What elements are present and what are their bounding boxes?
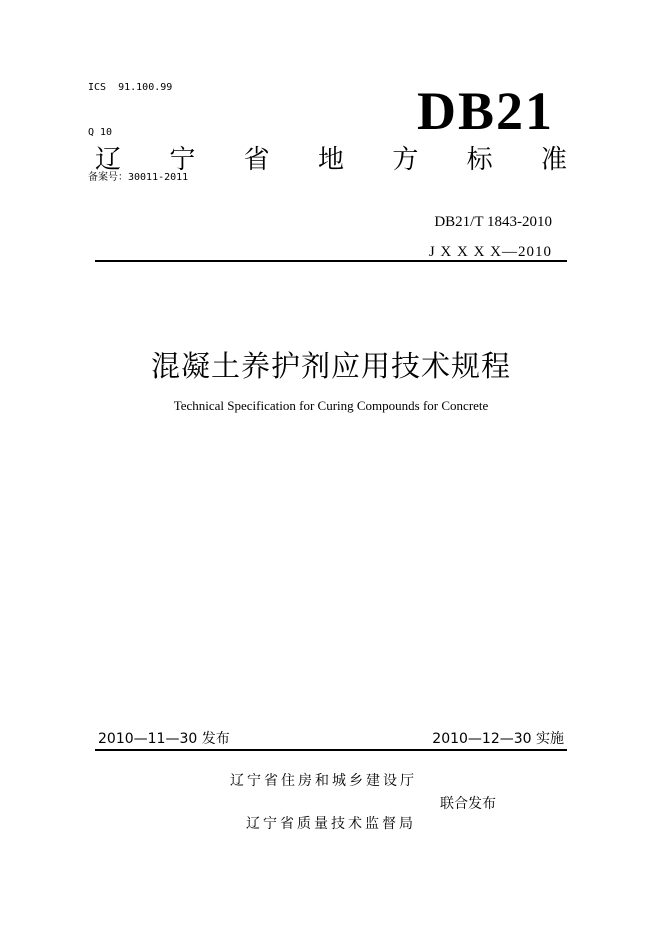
- issuing-organization-1: 辽宁省住房和城乡建设厅: [230, 773, 417, 789]
- record-number: 备案号：30011-2011: [88, 172, 189, 183]
- standard-type-char: 地: [317, 145, 344, 175]
- record-standard-number: J X X X X—2010: [428, 244, 552, 260]
- joint-issue-label: 联合发布: [440, 796, 496, 812]
- standard-type-char: 宁: [169, 145, 196, 175]
- standard-type-char: 辽: [95, 145, 122, 175]
- standard-code: DB21: [416, 81, 554, 141]
- standard-type-char: 准: [540, 145, 567, 175]
- standard-type-heading: [95, 140, 567, 180]
- ics-number: ICS 91.100.99: [88, 82, 173, 93]
- implementation-date: 2010—12—30 实施: [432, 731, 564, 747]
- document-title-english: Technical Specification for Curing Compounds for Concrete: [173, 398, 489, 413]
- standard-type-char: 方: [392, 145, 419, 175]
- standard-type-char: 省: [243, 145, 270, 175]
- bottom-divider: [95, 749, 567, 751]
- issuing-organization-2: 辽宁省质量技术监督局: [246, 816, 416, 832]
- standard-number: DB21/T 1843-2010: [434, 214, 552, 230]
- document-title: 混凝土养护剂应用技术规程: [150, 349, 511, 383]
- standard-type-char: 标: [466, 145, 493, 175]
- issue-date: 2010—11—30 发布: [98, 731, 230, 747]
- category-code: Q 10: [88, 127, 113, 138]
- top-divider: [95, 260, 567, 262]
